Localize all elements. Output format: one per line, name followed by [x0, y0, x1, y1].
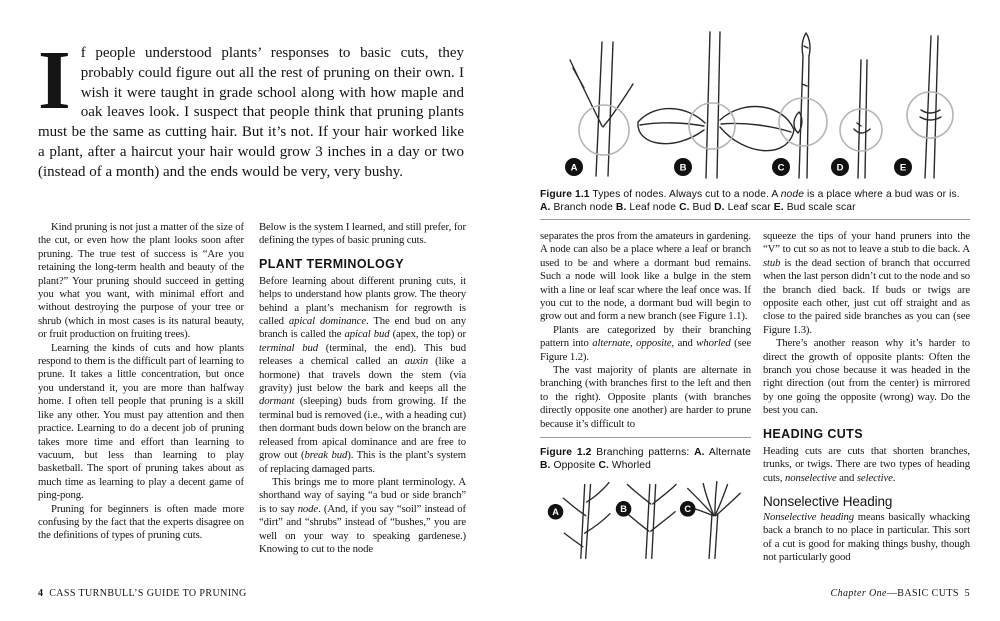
paragraph: The vast majority of plants are alternate in branching (with branches first to the left and then to the right). Opposite plants (with branches directly opposite one another) are harder to prune because it’s difficult to: [540, 364, 751, 430]
figure-label-e: E: [899, 162, 907, 174]
figure-label-b: B: [620, 504, 627, 515]
paragraph: squeeze the tips of your hand pruners into the “V” to cut so as not to leave a stub to die back. A stub is the dead section of branch that occurred when the last person didn’t cut to the node and so the branch died back. If buds or twigs are opposite each other, just cut off straight and as close to the paired side branches as you can (see Figure 1.3).: [763, 230, 970, 336]
figure-label-c: C: [777, 162, 785, 174]
chapter-intro-paragraph: [38, 34, 464, 183]
drop-cap: I: [38, 34, 71, 127]
figure-divider-rule: [540, 437, 751, 438]
whorled-branching-sketch: [680, 482, 740, 559]
figure-1-1-caption: Figure 1.1 Types of nodes. Always cut to a node. A node is a place where a bud was or is. A. Branch node B. Leaf node C. Bud D. Leaf scar E. Bud scale scar: [540, 189, 960, 213]
figure-label-a: A: [552, 507, 559, 518]
paragraph: Below is the system I learned, and still prefer, for defining the types of basic pruning cuts.: [259, 221, 466, 247]
left-page-column-1: [38, 221, 244, 573]
figure-label-b: B: [679, 162, 687, 174]
figure-1-1-illustration: [540, 26, 970, 184]
leaf-node-sketch: [638, 32, 794, 178]
paragraph: Kind pruning is not just a matter of the size of the cut, or even how the plant looks soon after pruning. The true test of success is “Are you retaining the long-term health and beauty of the plant?” Your pruning should succeed in getting you what you want, with minimal effort and without destroying the purpose of your tree or shrub (which in most cases is its natural beauty, or fruit production on fruiting trees).: [38, 221, 244, 341]
left-page-column-2: [259, 221, 466, 573]
figure-1-2-illustration: [540, 478, 746, 562]
figure-label-d: D: [836, 162, 844, 174]
figure-1-2-caption: Figure 1.2 Branching patterns: A. Alternate B. Opposite C. Whorled: [540, 447, 751, 472]
paragraph: Pruning for beginners is often made more confusing by the fact that the experts disagree on the definitions of types of pruning cuts.: [38, 502, 244, 542]
paragraph: This brings me to more plant terminology. A shorthand way of saying “a bud or side branch” is to say node. (And, if you say “soil” instead of “dirt” and “shrubs” instead of “bushes,” you are well on your way to speaking gardenese.) Knowing to cut to the node: [259, 475, 466, 555]
left-page-footer: 4 CASS TURNBULL’S GUIDE TO PRUNING: [38, 588, 247, 599]
paragraph: Before learning about different pruning cuts, it helps to understand how plants grow. The theory behind a plant’s mechanism for regrowth is called apical dominance. The end bud on any branch is called the apical bud (apex, the top) or terminal bud (terminal, the end). This bud releases a chemical called an auxin (like a hormone) that travels down the stem (via gravity) just below the bark and keeps all the dormant (sleeping) buds from growing. If the terminal bud is removed (i.e., with a heading cut) then dormant buds down below on the branch are released from apical dominance and are free to grow out (break bud). This is the plant’s system of replacing damaged parts.: [259, 274, 466, 475]
paragraph: separates the pros from the amateurs in gardening. A node can also be a place where a leaf or branch used to be and where a dormant bud remains. Such a node will look like a bulge in the stem with a line or leaf scar where the leaf once was. If you cut to the node, a dormant bud will begin to grow out and form a new branch (see Figure 1.1).: [540, 230, 751, 323]
right-page-footer: Chapter One—BASIC CUTS 5: [830, 588, 970, 599]
paragraph: Heading cuts are cuts that shorten branches, trunks, or twigs. There are two types of heading cuts, nonselective and selective.: [763, 444, 970, 484]
paragraph: There’s another reason why it’s harder to direct the growth of opposite plants: Often the branch you chose because it was headed in the right direction (out from the center) is mirrored by one going the opposite (wrong) way. Do the best you can.: [763, 337, 970, 417]
figure-label-a: A: [570, 162, 578, 174]
section-heading-heading-cuts: HEADING CUTS: [763, 426, 863, 441]
paragraph: Plants are categorized by their branching pattern into alternate, opposite, and whorled (see Figure 1.2).: [540, 323, 751, 363]
section-heading-plant-terminology: PLANT TERMINOLOGY: [259, 256, 404, 271]
paragraph: Nonselective heading means basically whacking back a branch to no place in particular. This sort of a cut is good for making things bushy, though not particularly good: [763, 510, 970, 564]
branch-node-sketch: [565, 42, 633, 176]
alternate-branching-sketch: [548, 483, 610, 559]
subsection-heading-nonselective-heading: Nonselective Heading: [763, 493, 893, 509]
intro-text: f people understood plants’ responses to basic cuts, they probably could figure out all the rest of pruning on their own. I wish it were taught in grade school along with how maple and oak leaves look. I suspect that people think that pruning plants must be the same as cutting hair. But it’s not. If your hair worked like a plant, after a haircut your hair would grow 3 inches in a day or two (instead of a month) and the ends would be very, very bushy.: [38, 45, 464, 180]
figure-label-c: C: [684, 504, 691, 515]
leaf-scar-sketch: [831, 60, 882, 178]
bud-scale-scar-sketch: [894, 36, 953, 178]
right-page-column-2: [763, 230, 970, 582]
right-page-column-1: [540, 230, 751, 612]
bud-sketch: [772, 33, 827, 178]
paragraph: Learning the kinds of cuts and how plants respond to them is the difficult part of learning to prune. It takes a little concentration, but once you understand it, you are more than halfway home. I often tell people that pruning is a skill like any other. You must pay attention and then practice. Learning to do a decent job of pruning takes more time and effort than learning to vacuum, but less than learning to play basketball. The sport of pruning takes about as much time as learning to play a decent game of ping-pong.: [38, 341, 244, 502]
figure-divider-rule: [540, 219, 970, 220]
opposite-branching-sketch: [616, 485, 676, 559]
